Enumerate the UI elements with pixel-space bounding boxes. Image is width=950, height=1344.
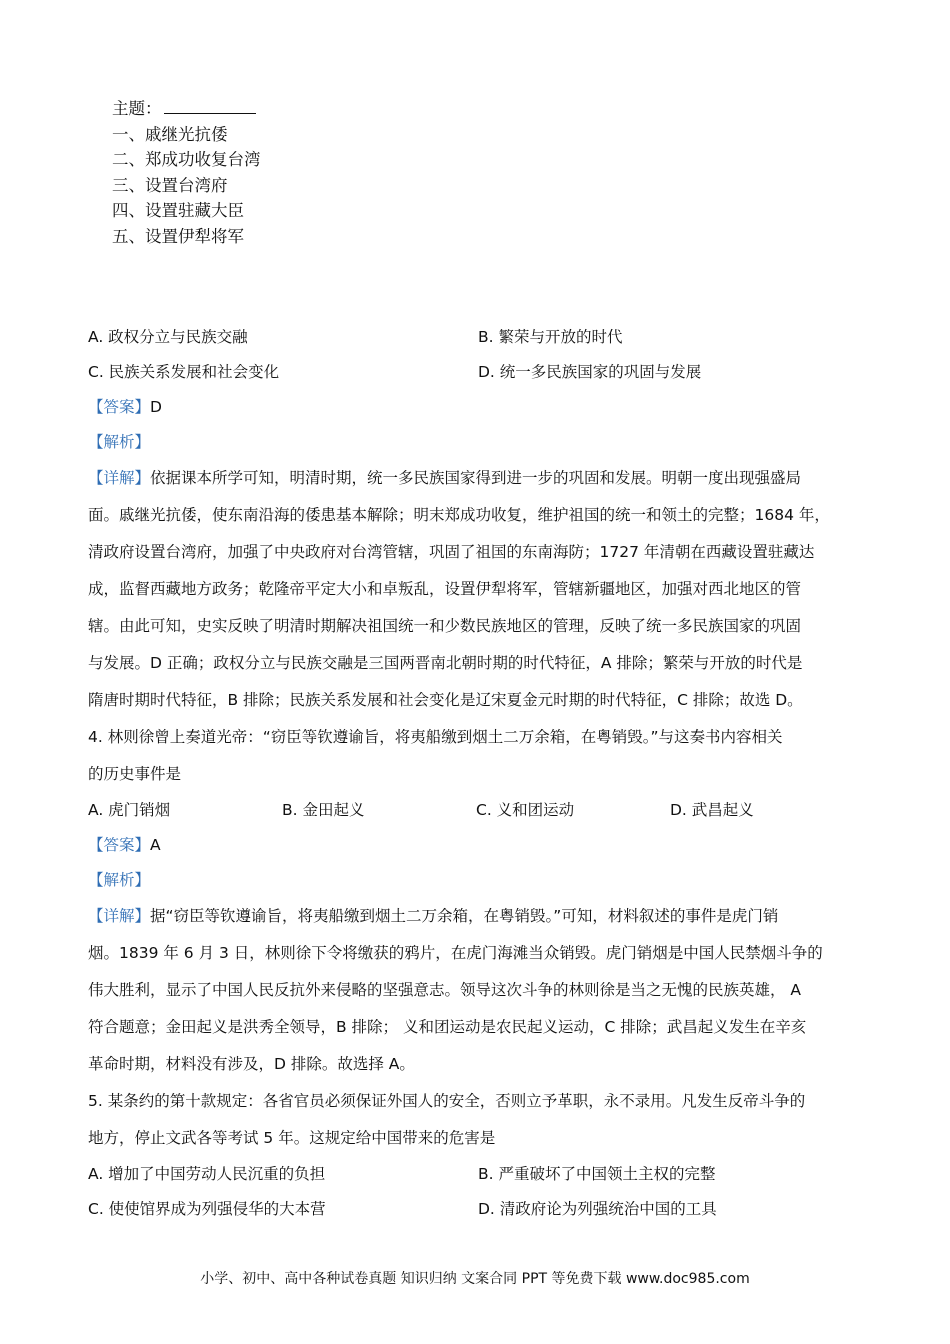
detail-tag: 【详解】 [88, 907, 151, 925]
q3-detail [88, 460, 878, 719]
detail-line: 面。戚继光抗倭，使东南沿海的倭患基本解除；明末郑成功收复，维护祖国的统一和领土的完整；1684 年， [88, 506, 830, 524]
detail-line: 革命时期，材料没有涉及，D 排除。故选择 A。 [88, 1055, 415, 1073]
theme-item: 一、戚继光抗倭 [112, 124, 228, 144]
detail-line: 伟大胜利，显示了中国人民反抗外来侵略的坚强意志。领导这次斗争的林则徐是当之无愧的民族英雄， A [88, 981, 802, 999]
answer-value: A [150, 836, 161, 854]
q3-option-a: A. 政权分立与民族交融 [88, 328, 248, 346]
detail-line: 清政府设置台湾府，加强了中央政府对台湾管辖，巩固了祖国的东南海防；1727 年清朝在西藏设置驻藏达 [88, 543, 815, 561]
theme-item: 三、设置台湾府 [112, 175, 228, 195]
theme-box [112, 96, 261, 249]
detail-line: 据“窃臣等钦遵谕旨，将夷船缴到烟土二万余箱，在粤销毁。”可知，材料叙述的事件是虎门销 [150, 907, 779, 925]
theme-item: 二、郑成功收复台湾 [112, 150, 261, 169]
stem-line: 4. 林则徐曾上奏道光帝：“窃臣等钦遵谕旨，将夷船缴到烟土二万余箱，在粤销毁。”与这奏书内容相关 [88, 728, 783, 746]
analysis-tag: 【解析】 [88, 871, 151, 889]
detail-line: 依据课本所学可知，明清时期，统一多民族国家得到进一步的巩固和发展。明朝一度出现强盛局 [150, 469, 802, 487]
q5-stem [88, 1083, 878, 1157]
q3-option-d: D. 统一多民族国家的巩固与发展 [478, 363, 702, 381]
answer-tag: 【答案】 [88, 398, 151, 416]
q3-answer [88, 390, 878, 425]
theme-item: 五、设置伊犁将军 [112, 226, 244, 246]
theme-blank [164, 97, 256, 114]
theme-item: 四、设置驻藏大臣 [112, 201, 244, 220]
q3-analysis [88, 425, 878, 460]
detail-line: 隋唐时期时代特征，B 排除；民族关系发展和社会变化是辽宋夏金元时期的时代特征，C 排除；故选 D。 [88, 691, 803, 709]
q4-option-d: D. 武昌起义 [670, 801, 754, 819]
q5-option-a: A. 增加了中国劳动人民沉重的负担 [88, 1165, 326, 1183]
stem-line: 地方，停止文武各等考试 5 年。这规定给中国带来的危害是 [88, 1129, 496, 1147]
stem-line: 5. 某条约的第十款规定：各省官员必须保证外国人的安全，否则立予革职，永不录用。凡发生反帝斗争的 [88, 1092, 806, 1110]
detail-line: 辖。由此可知，史实反映了明清时期解决祖国统一和少数民族地区的管理，反映了统一多民族国家的巩固 [88, 617, 802, 635]
analysis-tag: 【解析】 [88, 433, 151, 451]
q5-option-b: B. 严重破坏了中国领土主权的完整 [478, 1165, 716, 1183]
q4-detail [88, 898, 878, 1083]
q5-option-c: C. 使使馆界成为列强侵华的大本营 [88, 1200, 326, 1218]
q3-options-row-2 [88, 355, 878, 390]
q4-option-b: B. 金田起义 [282, 801, 365, 819]
q4-analysis [88, 863, 878, 898]
theme-title: 主题： [112, 96, 261, 122]
q4-options-row [88, 793, 878, 828]
q4-option-a: A. 虎门销烟 [88, 801, 171, 819]
detail-line: 烟。1839 年 6 月 3 日，林则徐下令将缴获的鸦片，在虎门海滩当众销毁。虎门销烟是中国人民禁烟斗争的 [88, 944, 823, 962]
q4-answer [88, 828, 878, 863]
q3-option-c: C. 民族关系发展和社会变化 [88, 363, 280, 381]
q4-option-c: C. 义和团运动 [476, 801, 575, 819]
page-footer: 小学、初中、高中各种试卷真题 知识归纳 文案合同 PPT 等免费下载 www.doc985.com [200, 1271, 750, 1287]
detail-line: 成，监督西藏地方政务；乾隆帝平定大小和卓叛乱，设置伊犁将军，管辖新疆地区，加强对西北地区的管 [88, 580, 802, 598]
q3-option-b: B. 繁荣与开放的时代 [478, 328, 623, 346]
q3-options-row-1 [88, 320, 878, 355]
answer-tag: 【答案】 [88, 836, 151, 854]
detail-line: 符合题意；金田起义是洪秀全领导，B 排除； 义和团运动是农民起义运动，C 排除；武昌起义发生在辛亥 [88, 1018, 807, 1036]
q4-stem [88, 719, 878, 793]
q5-option-d: D. 清政府论为列强统治中国的工具 [478, 1200, 717, 1218]
q5-options-row-2 [88, 1192, 878, 1227]
stem-line: 的历史事件是 [88, 765, 182, 783]
q5-options-row-1 [88, 1157, 878, 1192]
detail-tag: 【详解】 [88, 469, 151, 487]
document-body [88, 320, 878, 1227]
detail-line: 与发展。D 正确；政权分立与民族交融是三国两晋南北朝时期的时代特征，A 排除；繁荣与开放的时代是 [88, 654, 803, 672]
answer-value: D [150, 398, 162, 416]
